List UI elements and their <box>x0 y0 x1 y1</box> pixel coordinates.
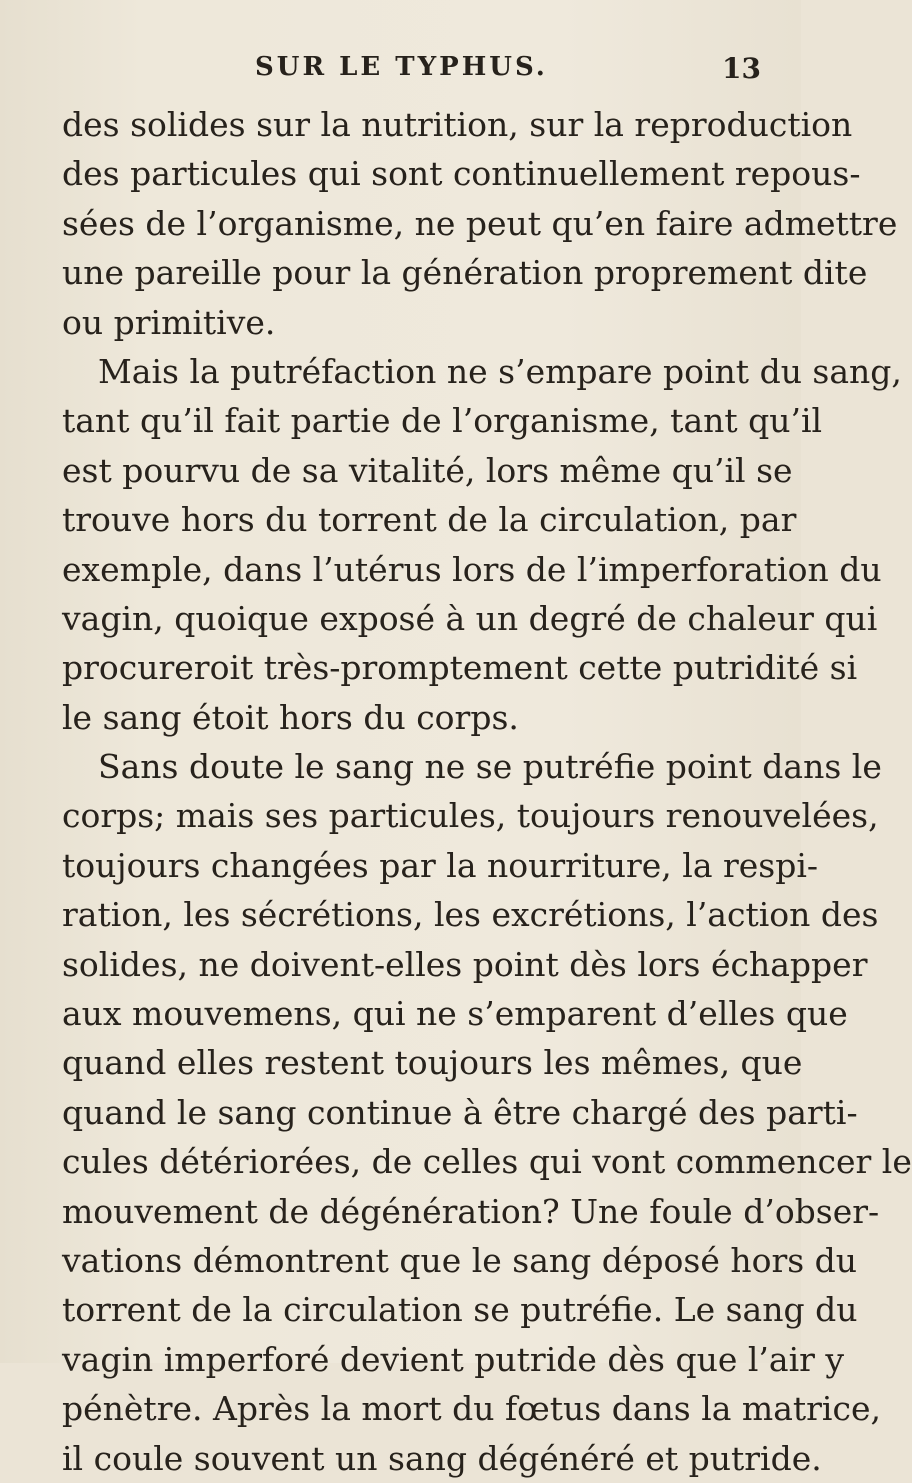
running-head: SUR LE TYPHUS. <box>255 52 548 82</box>
text-line: est pourvu de sa vitalité, lors même qu’il se <box>62 450 793 490</box>
text-line: mouvement de dégénération? Une foule d’obser- <box>62 1191 880 1231</box>
text-line: toujours changées par la nourriture, la respi- <box>62 845 819 885</box>
text-line: une pareille pour la génération proprement dite <box>62 253 868 293</box>
text-line: vations démontrent que le sang déposé hors du <box>62 1240 858 1280</box>
text-line: sées de l’organisme, ne peut qu’en faire admettre <box>62 203 898 243</box>
text-line: Mais la putréfaction ne s’empare point du sang, <box>98 351 902 391</box>
text-line: Sans doute le sang ne se putréfie point dans le <box>98 747 882 787</box>
body-text <box>62 100 912 1483</box>
text-line: cules détériorées, de celles qui vont commencer le <box>62 1142 912 1182</box>
text-line: des solides sur la nutrition, sur la reproduction <box>62 105 853 144</box>
text-line: vagin, quoique exposé à un degré de chaleur qui <box>62 598 878 638</box>
page-number: 13 <box>722 52 761 85</box>
text-line: pénètre. Après la mort du fœtus dans la matrice, <box>62 1389 881 1429</box>
text-line: ou primitive. <box>62 302 276 342</box>
text-line: procureroit très-promptement cette putridité si <box>62 648 858 688</box>
text-line: le sang étoit hors du corps. <box>62 697 519 737</box>
text-line: exemple, dans l’utérus lors de l’imperforation du <box>62 549 882 589</box>
text-line: quand le sang continue à être chargé des parti- <box>62 1092 858 1132</box>
text-line: torrent de la circulation se putréfie. Le sang du <box>62 1290 858 1330</box>
text-line: tant qu’il fait partie de l’organisme, tant qu’il <box>62 401 823 441</box>
text-line: solides, ne doivent-elles point dès lors échapper <box>62 944 868 984</box>
text-line: aux mouvemens, qui ne s’emparent d’elles que <box>62 994 848 1034</box>
text-line: quand elles restent toujours les mêmes, que <box>62 1043 803 1083</box>
text-line: vagin imperforé devient putride dès que l’air y <box>62 1339 845 1379</box>
text-line: il coule souvent un sang dégénéré et putride. <box>62 1438 822 1478</box>
text-line: ration, les sécrétions, les excrétions, l’action des <box>62 895 879 935</box>
page-header <box>0 52 801 92</box>
text-line: corps; mais ses particules, toujours renouvelées, <box>62 796 879 836</box>
text-line: trouve hors du torrent de la circulation, par <box>62 500 797 540</box>
text-line: des particules qui sont continuellement repous- <box>62 154 861 194</box>
